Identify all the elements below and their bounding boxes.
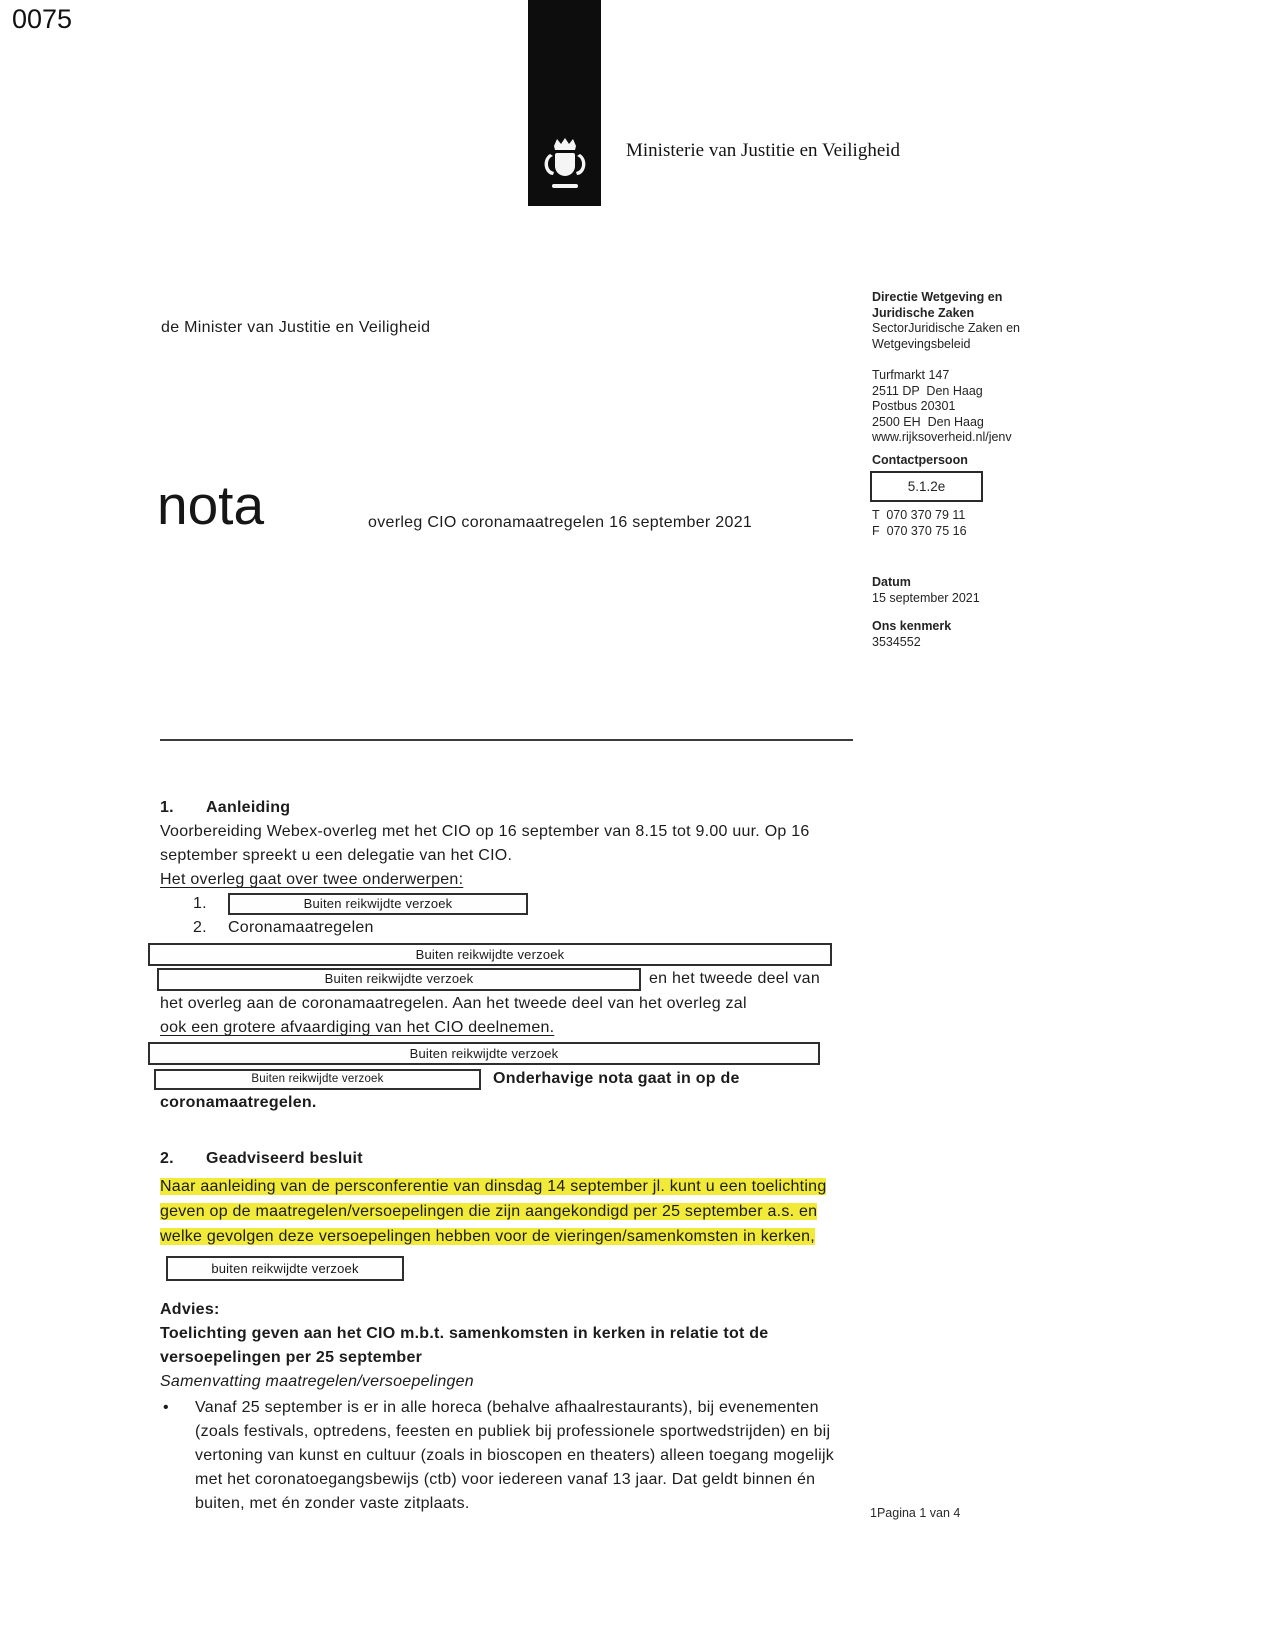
closing-bold-text-2: coronamaatregelen. [160,1094,317,1111]
address-line: 2511 DP Den Haag [872,383,983,398]
date-value: 15 september 2021 [872,590,980,605]
reference-value: 3534552 [872,634,921,649]
redaction-box-topic-1: Buiten reikwijdte verzoek [228,893,528,915]
topics-intro-line: Het overleg gaat over twee onderwerpen: [160,871,464,888]
address-line: Postbus 20301 [872,399,956,413]
directorate-name-line2: Juridische Zaken [872,305,975,320]
website-url: www.rijksoverheid.nl/jenv [872,430,1012,444]
closing-sentence-row [160,1067,860,1091]
document-subject: overleg CIO coronamaatregelen 16 september 2021 [368,514,753,531]
highlighted-text: Naar aanleiding van de persconferentie van dinsdag 14 september jl. kunt u een toelichting geven op de maatregelen/versoepelingen die zijn aangekondigd per 25 september a.s. en welke gevolgen deze versoepelingen hebben voor de vieringen/samenkomsten in kerken, [160,1178,827,1245]
section2-number: 2. [160,1150,174,1167]
reference-label: Ons kenmerk [872,619,952,633]
divider-line [160,739,853,741]
aanleiding-paragraph: Voorbereiding Webex-overleg met het CIO op 16 september van 8.15 tot 9.00 uur. Op 16 september spreekt u een delegatie van het CIO. [160,823,810,864]
section2-heading [160,1147,860,1171]
section1-number: 1. [160,799,174,816]
list-item-text: Coronamaatregelen [228,919,374,936]
bullet-text: Vanaf 25 september is er in alle horeca (behalve afhaalrestaurants), bij evenementen (zoals festivals, optredens, feesten en publiek bij professionele sportwedstrijden) en bij vertoning van kunst en cultuur (zoals in bioscopen en theaters) alleen toegang mogelijk met het coronatoegangsbewijs (ctb) voor iedereen vanaf 13 jaar. Dat geldt binnen én buiten, met én zonder vaste zitplaats. [195,1399,835,1512]
fax-number: F 070 370 75 16 [872,523,967,538]
redaction-box-full-1: Buiten reikwijdte verzoek [148,943,832,966]
bullet-icon: • [163,1399,169,1416]
advies-bold-text: Toelichting geven aan het CIO m.b.t. samenkomsten in kerken in relatie tot de versoepelingen per 25 september [160,1325,769,1366]
page-footer: 1Pagina 1 van 4 [870,1506,961,1520]
bullet-item [160,1396,860,1516]
redaction-box-small: Buiten reikwijdte verzoek [154,1069,481,1090]
directorate-name-line1: Directie Wetgeving en [872,290,1003,304]
address-line: 2500 EH Den Haag [872,414,984,429]
advies-label: Advies: [160,1301,220,1318]
topic-list-item-2 [193,916,860,940]
ministry-name: Ministerie van Justitie en Veiligheid [626,140,901,161]
redaction-box-inline: buiten reikwijdte verzoek [166,1256,404,1281]
contact-redaction-box: 5.1.2e [870,471,983,502]
section1-heading [160,796,860,820]
section2-title: Geadviseerd besluit [206,1150,363,1167]
list-number: 2. [193,919,207,936]
addressee: de Minister van Justitie en Veiligheid [161,319,431,336]
letterhead-sidebar [872,290,1052,650]
geadviseerd-besluit-paragraph [160,1174,860,1281]
redaction-box-mid: Buiten reikwijdte verzoek [157,968,641,991]
summary-heading: Samenvatting maatregelen/versoepelingen [160,1373,474,1390]
topic-list-item-1 [193,892,860,916]
document-type-title: nota [157,474,265,536]
overleg-line-b: ook een grotere afvaardiging van het CIO deelnemen. [160,1019,555,1036]
closing-bold-text: Onderhavige nota gaat in op de [493,1070,740,1087]
overleg-line-a: het overleg aan de coronamaatregelen. Aan het tweede deel van het overleg zal [160,995,747,1012]
page-scan-number: 0075 [12,4,73,34]
contact-label: Contactpersoon [872,452,968,467]
logo-banner [528,0,601,206]
section1-title: Aanleiding [206,799,291,816]
sector-name-line1: SectorJuridische Zaken en [872,321,1020,335]
document-body [160,796,860,1516]
phone-number: T 070 370 79 11 [872,508,966,522]
redaction-box-full-2: Buiten reikwijdte verzoek [148,1042,820,1065]
date-label: Datum [872,575,911,589]
list-number: 1. [193,895,207,912]
rijksoverheid-crest-icon [542,136,588,194]
sector-name-line2: Wetgevingsbeleid [872,336,971,351]
redacted-sentence-row [160,967,860,991]
address-line: Turfmarkt 147 [872,368,950,382]
sentence-continuation: en het tweede deel van [649,970,820,987]
